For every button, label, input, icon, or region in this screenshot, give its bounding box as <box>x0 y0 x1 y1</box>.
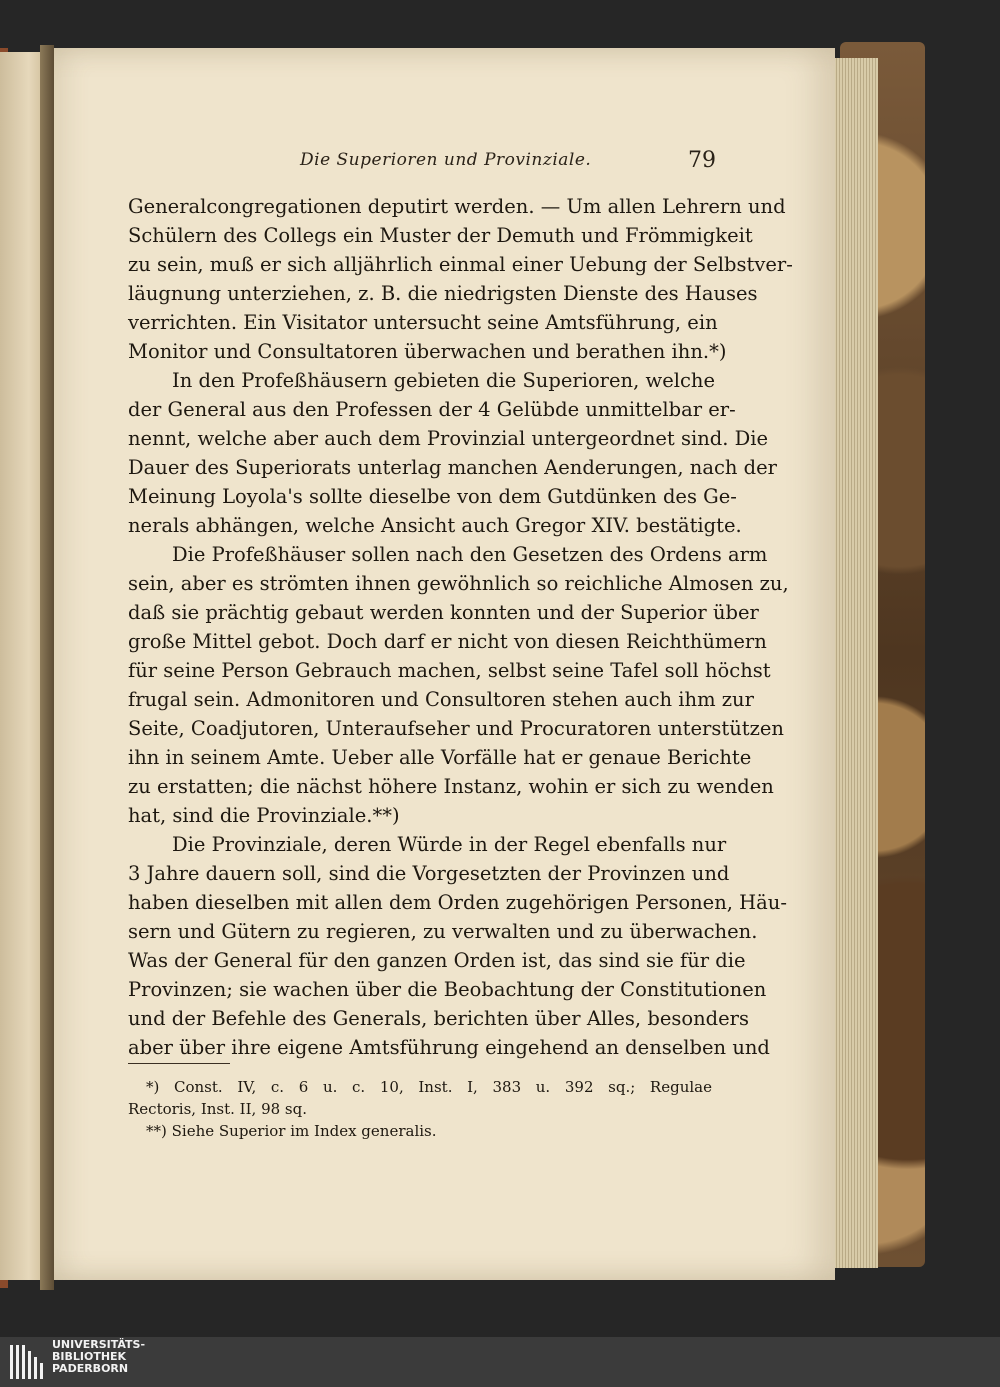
library-name <box>52 1339 145 1375</box>
text-line: für seine Person Gebrauch machen, selbst seine Tafel soll höchst <box>128 659 771 682</box>
running-head: Die Superioren und Provinziale. <box>300 150 592 170</box>
footnote-line: **) Siehe Superior im Index generalis. <box>146 1122 437 1140</box>
text-line: Die Profeßhäuser sollen nach den Gesetzen des Ordens arm <box>172 543 768 566</box>
text-line: zu erstatten; die nächst höhere Instanz, wohin er sich zu wenden <box>128 775 774 798</box>
library-name-line1: UNIVERSITÄTS- <box>52 1338 146 1351</box>
body-text <box>128 192 793 1062</box>
text-line: Monitor und Consultatoren überwachen und berathen ihn.*) <box>128 340 727 363</box>
text-line: zu sein, muß er sich alljährlich einmal einer Uebung der Selbstver- <box>128 253 793 276</box>
text-line: frugal sein. Admonitoren und Consultoren stehen auch ihm zur <box>128 688 754 711</box>
text-line: Seite, Coadjutoren, Unteraufseher und Procuratoren unterstützen <box>128 717 784 740</box>
library-name-line2: BIBLIOTHEK <box>52 1350 127 1363</box>
text-line: 3 Jahre dauern soll, sind die Vorgesetzten der Provinzen und <box>128 862 730 885</box>
text-line: aber über ihre eigene Amtsführung eingehend an denselben und <box>128 1036 770 1059</box>
page-number: 79 <box>688 148 716 173</box>
footnote-line: *) Const. IV, c. 6 u. c. 10, Inst. I, 383 u. 392 sq.; Regulae <box>146 1078 712 1096</box>
footnotes <box>128 1076 712 1142</box>
text-line: Die Provinziale, deren Würde in der Regel ebenfalls nur <box>172 833 727 856</box>
text-line: In den Profeßhäusern gebieten die Superioren, welche <box>172 369 715 392</box>
footnote-line: Rectoris, Inst. II, 98 sq. <box>128 1100 307 1118</box>
text-line: große Mittel gebot. Doch darf er nicht von diesen Reichthümern <box>128 630 767 653</box>
text-line: läugnung unterziehen, z. B. die niedrigsten Dienste des Hauses <box>128 282 758 305</box>
footnote-rule <box>128 1063 230 1064</box>
text-line: und der Befehle des Generals, berichten über Alles, besonders <box>128 1007 750 1030</box>
text-line: sein, aber es strömten ihnen gewöhnlich so reichliche Almosen zu, <box>128 572 789 595</box>
page-edges <box>828 58 878 1268</box>
text-line: der General aus den Professen der 4 Gelübde unmittelbar er- <box>128 398 736 421</box>
text-line: nerals abhängen, welche Ansicht auch Gregor XIV. bestätigte. <box>128 514 742 537</box>
text-line: ihn in seinem Amte. Ueber alle Vorfälle hat er genaue Berichte <box>128 746 752 769</box>
text-line: sern und Gütern zu regieren, zu verwalten und zu überwachen. <box>128 920 758 943</box>
text-line: nennt, welche aber auch dem Provinzial untergeordnet sind. Die <box>128 427 769 450</box>
book-gutter <box>40 45 54 1290</box>
text-line: Provinzen; sie wachen über die Beobachtung der Constitutionen <box>128 978 767 1001</box>
library-logo-icon <box>8 1341 44 1383</box>
text-line: daß sie prächtig gebaut werden konnten und der Superior über <box>128 601 759 624</box>
text-line: Meinung Loyola's sollte dieselbe von dem Gutdünken des Ge- <box>128 485 737 508</box>
text-line: hat, sind die Provinziale.**) <box>128 804 400 827</box>
text-line: verrichten. Ein Visitator untersucht seine Amtsführung, ein <box>128 311 718 334</box>
library-branding-bar <box>0 1337 1000 1387</box>
text-line: Generalcongregationen deputirt werden. — Um allen Lehrern und <box>128 195 786 218</box>
text-line: Schülern des Collegs ein Muster der Demuth und Frömmigkeit <box>128 224 753 247</box>
library-name-line3: PADERBORN <box>52 1362 129 1375</box>
text-line: Dauer des Superiorats unterlag manchen Aenderungen, nach der <box>128 456 777 479</box>
text-line: haben dieselben mit allen dem Orden zugehörigen Personen, Häu- <box>128 891 787 914</box>
text-line: Was der General für den ganzen Orden ist, das sind sie für die <box>128 949 746 972</box>
